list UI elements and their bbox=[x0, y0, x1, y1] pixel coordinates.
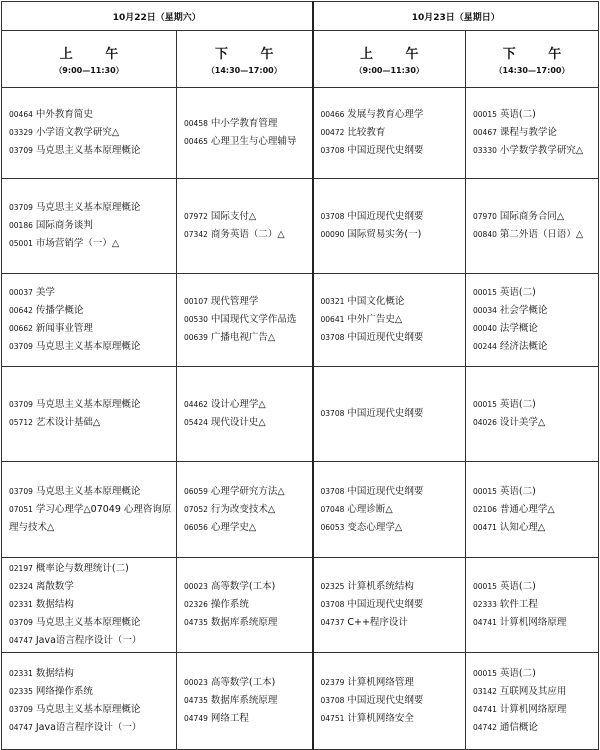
schedule-cell bbox=[177, 367, 313, 462]
course-name: 马克思主义基本原理概论 bbox=[35, 202, 141, 213]
course-entry bbox=[321, 710, 463, 728]
course-name: 新闻事业管理 bbox=[35, 323, 93, 334]
course-name: 国际商务合同△ bbox=[499, 211, 565, 222]
course-code: 06059 bbox=[184, 486, 208, 496]
schedule-row bbox=[2, 367, 599, 462]
course-entry bbox=[9, 483, 173, 501]
course-code: 00015 bbox=[473, 582, 497, 591]
course-name: 艺术设计基础△ bbox=[35, 417, 101, 428]
schedule-cell bbox=[466, 274, 599, 367]
course-name: 英语(二) bbox=[499, 399, 536, 410]
course-code: 02335 bbox=[9, 687, 33, 696]
course-code: 00471 bbox=[473, 522, 497, 532]
schedule-cell bbox=[2, 367, 177, 462]
day2-morning-header bbox=[313, 31, 466, 88]
course-code: 07972 bbox=[184, 212, 208, 221]
slot-header-row bbox=[2, 31, 599, 88]
course-code: 00023 bbox=[184, 582, 208, 591]
course-name: 数据结构 bbox=[35, 668, 74, 679]
day1-header: 10月22日（星期六） bbox=[2, 2, 313, 31]
course-entry bbox=[473, 519, 595, 537]
schedule-cell bbox=[313, 558, 466, 653]
course-name: 数据结构 bbox=[35, 599, 74, 610]
course-name: 小学数学教学研究△ bbox=[499, 145, 584, 156]
course-name: 广播电视广告△ bbox=[210, 332, 276, 343]
course-entry bbox=[184, 614, 309, 632]
slot-title: 上 午 bbox=[359, 46, 433, 62]
course-code: 00015 bbox=[473, 288, 497, 297]
course-name: 国际支付△ bbox=[210, 211, 257, 222]
course-code: 02379 bbox=[320, 678, 345, 687]
course-name: 中国现代文学作品选 bbox=[210, 314, 297, 325]
schedule-cell bbox=[2, 462, 177, 558]
course-entry bbox=[473, 719, 595, 737]
course-name: 网络工程 bbox=[210, 713, 249, 724]
course-name: 国际商务谈判 bbox=[35, 220, 93, 231]
course-name: 高等数学(工本) bbox=[210, 677, 276, 688]
schedule-cell bbox=[177, 558, 313, 653]
slot-title: 下 午 bbox=[502, 46, 576, 62]
schedule-cell bbox=[466, 367, 599, 462]
course-entry bbox=[9, 106, 173, 124]
course-entry bbox=[321, 614, 463, 632]
course-code: 02333 bbox=[473, 600, 497, 609]
course-code: 04735 bbox=[184, 696, 208, 705]
course-code: 00015 bbox=[473, 400, 497, 409]
course-code: 00015 bbox=[473, 669, 497, 678]
course-name: 发展与教育心理学 bbox=[347, 109, 424, 120]
schedule-cell bbox=[466, 462, 599, 558]
course-entry bbox=[473, 701, 595, 719]
course-code: 00472 bbox=[320, 128, 345, 137]
course-entry bbox=[473, 320, 595, 338]
schedule-row bbox=[2, 653, 599, 750]
course-code: 00639 bbox=[184, 333, 208, 342]
course-entry bbox=[321, 124, 463, 142]
course-entry bbox=[9, 396, 173, 414]
course-code: 07970 bbox=[473, 212, 497, 221]
course-entry bbox=[184, 208, 309, 226]
course-name: 英语(二) bbox=[499, 287, 536, 298]
course-name: 心理诊断△ bbox=[347, 503, 393, 515]
course-code: 05712 bbox=[9, 418, 33, 427]
course-name: 英语(二) bbox=[499, 485, 536, 497]
course-name: 马克思主义基本原理概论 bbox=[35, 399, 141, 410]
course-name: 中小学教育管理 bbox=[210, 118, 278, 129]
slot-time: （14:30—17:00） bbox=[206, 65, 282, 75]
date-header-row bbox=[2, 2, 599, 31]
course-code: 00321 bbox=[320, 297, 345, 306]
course-entry bbox=[184, 396, 309, 414]
course-entry bbox=[473, 338, 595, 356]
course-name: 认知心理△ bbox=[499, 521, 546, 533]
course-name: 心理学研究方法△ bbox=[210, 485, 285, 497]
slot-time: （9:00—11:30） bbox=[354, 65, 424, 75]
course-entry bbox=[321, 578, 463, 596]
course-entry bbox=[9, 320, 173, 338]
course-code: 02331 bbox=[9, 600, 33, 609]
course-code: 03708 bbox=[320, 409, 345, 418]
course-name: 数据库系统原理 bbox=[210, 617, 278, 628]
course-name: 操作系统 bbox=[210, 599, 249, 610]
course-code: 03708 bbox=[320, 600, 345, 609]
course-name: 中国近现代史纲要 bbox=[347, 332, 424, 343]
course-entry bbox=[184, 414, 309, 432]
course-entry bbox=[184, 329, 309, 347]
course-code: 04742 bbox=[473, 723, 497, 732]
course-entry bbox=[9, 701, 173, 719]
course-name: 中国近现代史纲要 bbox=[347, 408, 424, 419]
schedule-cell bbox=[466, 558, 599, 653]
course-name: 设计美学△ bbox=[499, 417, 546, 428]
course-entry bbox=[9, 560, 173, 578]
course-entry bbox=[321, 405, 463, 423]
course-name: 互联网及其应用 bbox=[499, 686, 567, 697]
course-name: 中外教育简史 bbox=[35, 109, 93, 120]
course-name: 比较教育 bbox=[347, 127, 386, 138]
course-name: 英语(二) bbox=[499, 668, 536, 679]
schedule-cell bbox=[313, 274, 466, 367]
schedule-cell bbox=[466, 179, 599, 274]
course-entry bbox=[9, 414, 173, 432]
course-name: 数据库系统原理 bbox=[210, 695, 278, 706]
course-entry bbox=[9, 124, 173, 142]
course-entry bbox=[9, 596, 173, 614]
course-name: Java语言程序设计（一） bbox=[35, 635, 142, 646]
schedule-row bbox=[2, 179, 599, 274]
course-code: 07342 bbox=[184, 230, 208, 239]
course-entry bbox=[321, 501, 463, 519]
course-entry bbox=[321, 311, 463, 329]
course-entry bbox=[473, 396, 595, 414]
course-code: 03709 bbox=[9, 486, 33, 496]
course-name: 计算机网络管理 bbox=[347, 677, 414, 688]
course-entry bbox=[184, 692, 309, 710]
course-entry bbox=[321, 293, 463, 311]
course-name: 普通心理学△ bbox=[499, 503, 555, 515]
day2-afternoon-header bbox=[466, 31, 599, 88]
course-code: 00090 bbox=[320, 230, 345, 239]
course-code: 04751 bbox=[320, 714, 345, 723]
course-code: 00037 bbox=[9, 288, 33, 297]
course-code: 02326 bbox=[184, 600, 208, 609]
course-entry bbox=[184, 578, 309, 596]
course-code: 05424 bbox=[184, 418, 208, 427]
schedule-cell bbox=[466, 88, 599, 179]
course-entry bbox=[473, 106, 595, 124]
course-code: 02106 bbox=[473, 504, 497, 514]
course-name: 学习心理学△07049 心理咨询原理与技术△ bbox=[9, 503, 172, 533]
course-code: 03709 bbox=[9, 203, 33, 212]
course-code: 03708 bbox=[320, 212, 345, 221]
day1-afternoon-header bbox=[177, 31, 313, 88]
course-code: 03708 bbox=[320, 696, 345, 705]
course-entry bbox=[184, 596, 309, 614]
course-entry bbox=[473, 665, 595, 683]
course-name: 中国文化概论 bbox=[347, 296, 405, 307]
course-code: 05001 bbox=[9, 239, 33, 248]
course-name: 马克思主义基本原理概论 bbox=[35, 145, 141, 156]
schedule-cell bbox=[313, 653, 466, 750]
course-code: 03709 bbox=[9, 705, 33, 714]
course-code: 03709 bbox=[9, 146, 33, 155]
course-entry bbox=[9, 719, 173, 737]
course-code: 00040 bbox=[473, 324, 497, 333]
course-entry bbox=[9, 683, 173, 701]
course-entry bbox=[9, 217, 173, 235]
course-entry bbox=[473, 124, 595, 142]
course-name: 英语(二) bbox=[499, 109, 536, 120]
course-name: 行为改变技术△ bbox=[210, 503, 276, 515]
course-name: 马克思主义基本原理概论 bbox=[35, 485, 141, 497]
course-entry bbox=[321, 674, 463, 692]
course-entry bbox=[473, 284, 595, 302]
course-code: 04747 bbox=[9, 636, 33, 645]
course-code: 04737 bbox=[320, 618, 345, 627]
course-code: 00015 bbox=[473, 110, 497, 119]
course-name: 网络操作系统 bbox=[35, 686, 93, 697]
course-code: 07052 bbox=[184, 504, 208, 514]
course-name: 计算机系统结构 bbox=[347, 581, 414, 592]
course-name: 通信概论 bbox=[499, 722, 538, 733]
course-entry bbox=[321, 483, 463, 501]
course-name: 马克思主义基本原理概论 bbox=[35, 341, 141, 352]
course-name: 法学概论 bbox=[499, 323, 538, 334]
course-name: 中国近现代史纲要 bbox=[347, 599, 424, 610]
schedule-cell bbox=[177, 274, 313, 367]
course-code: 06053 bbox=[320, 522, 345, 532]
schedule-body bbox=[2, 88, 599, 750]
course-entry bbox=[9, 199, 173, 217]
course-entry bbox=[473, 142, 595, 160]
course-entry bbox=[321, 106, 463, 124]
day2-header: 10月23日（星期日） bbox=[313, 2, 599, 31]
course-name: 高等数学(工本) bbox=[210, 581, 276, 592]
course-code: 00034 bbox=[473, 306, 497, 315]
schedule-cell bbox=[2, 653, 177, 750]
course-entry bbox=[9, 501, 173, 537]
course-entry bbox=[321, 692, 463, 710]
slot-title: 下 午 bbox=[214, 46, 288, 62]
course-code: 04735 bbox=[184, 618, 208, 627]
course-entry bbox=[9, 302, 173, 320]
schedule-cell bbox=[177, 88, 313, 179]
course-name: Java语言程序设计（一） bbox=[35, 722, 142, 733]
course-entry bbox=[184, 293, 309, 311]
course-code: 03709 bbox=[9, 618, 33, 627]
day1-morning-header bbox=[2, 31, 177, 88]
schedule-cell bbox=[313, 88, 466, 179]
schedule-cell bbox=[2, 274, 177, 367]
course-name: 中国近现代史纲要 bbox=[347, 211, 424, 222]
course-code: 07051 bbox=[9, 504, 33, 514]
slot-time: （14:30—17:00） bbox=[494, 65, 570, 75]
course-name: 市场营销学（一）△ bbox=[35, 238, 120, 249]
course-name: 中外广告史△ bbox=[347, 314, 403, 325]
course-name: 概率论与数理统计(二) bbox=[35, 563, 129, 574]
schedule-cell bbox=[313, 367, 466, 462]
course-entry bbox=[321, 519, 463, 537]
course-entry bbox=[321, 142, 463, 160]
course-name: 变态心理学△ bbox=[347, 521, 403, 533]
schedule-cell bbox=[2, 179, 177, 274]
course-name: 软件工程 bbox=[499, 599, 538, 610]
course-code: 03330 bbox=[473, 146, 497, 155]
course-entry bbox=[184, 226, 309, 244]
course-name: 小学语文教学研究△ bbox=[35, 127, 120, 138]
course-entry bbox=[184, 311, 309, 329]
schedule-row bbox=[2, 462, 599, 558]
course-entry bbox=[9, 142, 173, 160]
course-code: 03708 bbox=[320, 146, 345, 155]
course-name: 现代管理学 bbox=[210, 296, 259, 307]
course-code: 00465 bbox=[184, 137, 208, 146]
course-name: 美学 bbox=[35, 287, 55, 298]
course-entry bbox=[9, 284, 173, 302]
course-name: 心理学史△ bbox=[210, 521, 257, 533]
course-entry bbox=[321, 329, 463, 347]
schedule-cell bbox=[2, 558, 177, 653]
course-code: 04462 bbox=[184, 400, 208, 409]
course-name: 中国近现代史纲要 bbox=[347, 485, 424, 497]
course-entry bbox=[473, 226, 595, 244]
slot-title: 上 午 bbox=[59, 46, 133, 62]
course-code: 00015 bbox=[473, 486, 497, 496]
course-code: 03709 bbox=[9, 342, 33, 351]
course-code: 03142 bbox=[473, 687, 497, 696]
course-name: 国际贸易实务(一) bbox=[347, 229, 422, 240]
course-code: 00641 bbox=[320, 315, 345, 324]
course-code: 02324 bbox=[9, 582, 33, 591]
course-name: 马克思主义基本原理概论 bbox=[35, 704, 141, 715]
schedule-cell bbox=[2, 88, 177, 179]
course-name: 英语(二) bbox=[499, 581, 536, 592]
course-code: 00023 bbox=[184, 678, 208, 687]
course-code: 00186 bbox=[9, 221, 33, 230]
schedule-cell bbox=[313, 462, 466, 558]
course-entry bbox=[184, 710, 309, 728]
course-code: 03709 bbox=[9, 400, 33, 409]
course-name: 设计心理学△ bbox=[210, 399, 266, 410]
course-name: 社会学概论 bbox=[499, 305, 548, 316]
course-entry bbox=[184, 501, 309, 519]
course-entry bbox=[9, 578, 173, 596]
course-entry bbox=[473, 683, 595, 701]
course-code: 03329 bbox=[9, 128, 33, 137]
schedule-cell bbox=[177, 653, 313, 750]
course-code: 00642 bbox=[9, 306, 33, 315]
course-name: 中国近现代史纲要 bbox=[347, 695, 424, 706]
course-code: 00467 bbox=[473, 128, 497, 137]
course-code: 04741 bbox=[473, 705, 497, 714]
course-name: 商务英语（二）△ bbox=[210, 229, 285, 240]
course-code: 02197 bbox=[9, 564, 33, 573]
course-entry bbox=[473, 414, 595, 432]
course-entry bbox=[321, 226, 463, 244]
course-code: 00464 bbox=[9, 110, 33, 119]
course-entry bbox=[9, 665, 173, 683]
schedule-cell bbox=[177, 462, 313, 558]
course-code: 07048 bbox=[320, 504, 345, 514]
schedule-row bbox=[2, 88, 599, 179]
course-code: 02325 bbox=[320, 582, 345, 591]
course-name: 计算机网络安全 bbox=[347, 713, 414, 724]
course-entry bbox=[473, 578, 595, 596]
course-code: 02331 bbox=[9, 669, 33, 678]
course-code: 00530 bbox=[184, 315, 208, 324]
course-code: 04741 bbox=[473, 618, 497, 627]
course-entry bbox=[9, 632, 173, 650]
schedule-cell bbox=[466, 653, 599, 750]
course-name: 离散数学 bbox=[35, 581, 74, 592]
exam-schedule-table bbox=[1, 1, 599, 750]
course-entry bbox=[473, 302, 595, 320]
course-entry bbox=[184, 674, 309, 692]
course-entry bbox=[473, 208, 595, 226]
course-code: 00662 bbox=[9, 324, 33, 333]
course-code: 00458 bbox=[184, 119, 208, 128]
course-name: 计算机网络原理 bbox=[499, 617, 567, 628]
course-code: 00466 bbox=[320, 110, 345, 119]
course-name: C++程序设计 bbox=[347, 617, 408, 628]
course-code: 00840 bbox=[473, 230, 497, 239]
schedule-row bbox=[2, 274, 599, 367]
course-entry bbox=[9, 338, 173, 356]
course-code: 03708 bbox=[320, 486, 345, 496]
course-entry bbox=[321, 596, 463, 614]
course-entry bbox=[321, 208, 463, 226]
course-name: 第二外语（日语）△ bbox=[499, 229, 584, 240]
course-code: 04747 bbox=[9, 723, 33, 732]
course-code: 00107 bbox=[184, 297, 208, 306]
course-name: 经济法概论 bbox=[499, 341, 548, 352]
course-name: 中国近现代史纲要 bbox=[347, 145, 424, 156]
course-entry bbox=[473, 501, 595, 519]
schedule-cell bbox=[313, 179, 466, 274]
course-code: 03708 bbox=[320, 333, 345, 342]
course-name: 课程与教学论 bbox=[499, 127, 557, 138]
course-entry bbox=[184, 115, 309, 133]
course-entry bbox=[473, 614, 595, 632]
course-entry bbox=[473, 596, 595, 614]
course-code: 04749 bbox=[184, 714, 208, 723]
course-entry bbox=[184, 483, 309, 501]
schedule-row bbox=[2, 558, 599, 653]
course-code: 06056 bbox=[184, 522, 208, 532]
course-name: 心理卫生与心理辅导 bbox=[210, 136, 297, 147]
course-name: 现代设计史△ bbox=[210, 417, 266, 428]
course-code: 00244 bbox=[473, 342, 497, 351]
course-name: 计算机网络原理 bbox=[499, 704, 567, 715]
course-code: 04026 bbox=[473, 418, 497, 427]
course-entry bbox=[184, 519, 309, 537]
schedule-cell bbox=[177, 179, 313, 274]
course-name: 马克思主义基本原理概论 bbox=[35, 617, 141, 628]
course-entry bbox=[184, 133, 309, 151]
course-entry bbox=[9, 235, 173, 253]
course-entry bbox=[473, 483, 595, 501]
course-entry bbox=[9, 614, 173, 632]
course-name: 传播学概论 bbox=[35, 305, 84, 316]
slot-time: （9:00—11:30） bbox=[54, 65, 124, 75]
